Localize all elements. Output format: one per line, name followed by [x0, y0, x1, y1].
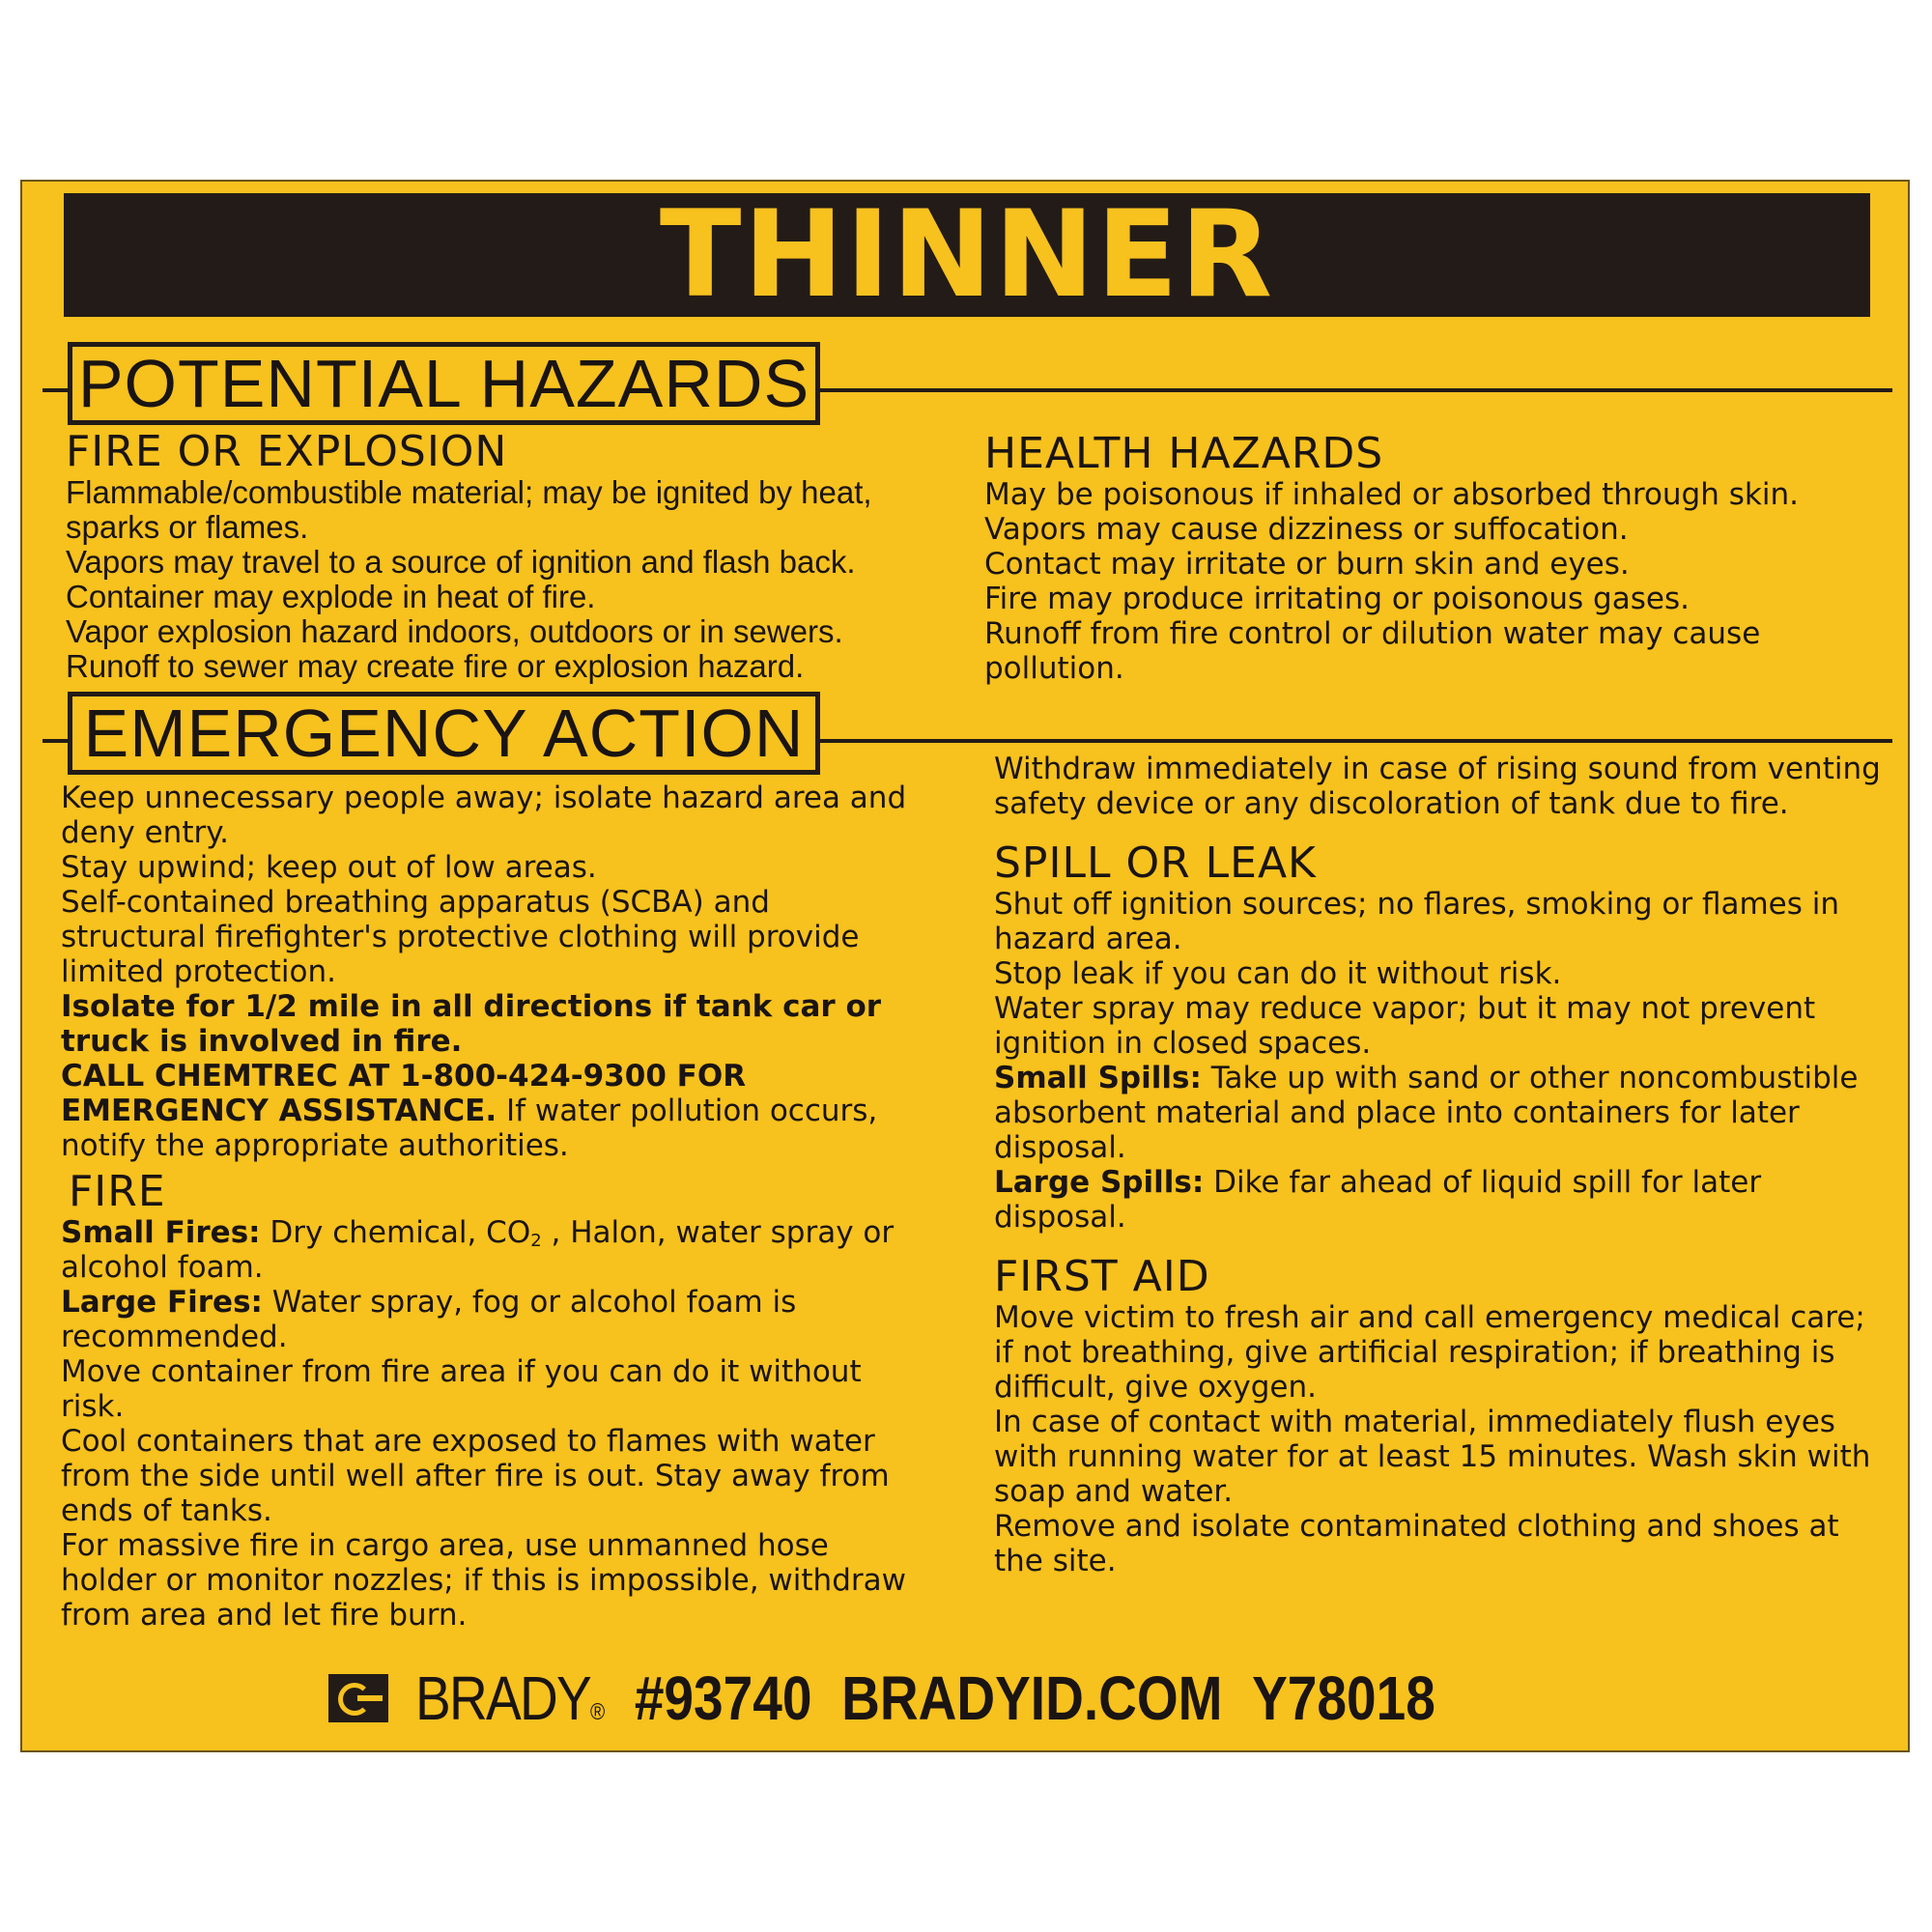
large-spills-text: Dike far ahead of liquid spill for later disposal. — [994, 1165, 1762, 1235]
first-aid-line: In case of contact with material, immediately flush eyes with running water for at least 15 minutes. Wash skin with soap and water. — [994, 1405, 1871, 1509]
emergency-action-heading — [68, 692, 820, 775]
fire-explosion-line: Runoff to sewer may create fire or explosion hazard. — [66, 648, 805, 684]
fire-explosion-line: Vapors may travel to a source of ignition and flash back. — [66, 544, 856, 580]
large-fires-line — [61, 1285, 921, 1354]
health-hazard-line: Fire may produce irritating or poisonous gases. — [984, 582, 1690, 616]
fire-explosion-line: Container may explode in heat of fire. — [66, 579, 596, 614]
label-title: THINNER — [659, 185, 1275, 325]
emergency-action-rule-left — [43, 739, 68, 743]
brand-name: BRADY — [415, 1663, 591, 1733]
first-aid-line: Remove and isolate contaminated clothing and shoes at the site. — [994, 1509, 1839, 1578]
fire-line: Cool containers that are exposed to flames with water from the side until well after fire is out. Stay away from ends of tanks. — [61, 1424, 890, 1528]
large-spills-label: Large Spills: — [994, 1165, 1205, 1200]
fire-explosion-block — [66, 427, 896, 684]
small-spills-label: Small Spills: — [994, 1061, 1202, 1095]
large-fires-label: Large Fires: — [61, 1285, 263, 1320]
potential-hazards-rule-left — [43, 388, 68, 392]
spill-line: Shut off ignition sources; no flares, smoking or flames in hazard area. — [994, 887, 1840, 956]
website: BRADYID.COM — [841, 1663, 1223, 1733]
first-aid-heading: FIRST AID — [994, 1252, 1210, 1301]
co2-subscript: 2 — [530, 1231, 542, 1251]
large-spills-line — [994, 1165, 1883, 1235]
emergency-line: Keep unnecessary people away; isolate hazard area and deny entry. — [61, 781, 907, 850]
fire-line: For massive fire in cargo area, use unmanned hose holder or monitor nozzles; if this is impossible, withdraw from area and let fire burn. — [61, 1528, 906, 1633]
potential-hazards-heading — [68, 342, 820, 425]
withdraw-line: Withdraw immediately in case of rising sound from venting safety device or any discoloration of tank due to fire. — [994, 752, 1881, 821]
spill-leak-heading: SPILL OR LEAK — [994, 838, 1317, 888]
health-hazards-heading: HEALTH HAZARDS — [984, 429, 1384, 478]
chemtrec-rest-text: If water pollution occurs, notify the appropriate authorities. — [61, 1094, 878, 1163]
small-fires-label: Small Fires: — [61, 1215, 261, 1250]
small-spills-text: Take up with sand or other noncombustible absorbent material and place into containers for later disposal. — [994, 1061, 1859, 1165]
spill-line: Water spray may reduce vapor; but it may not prevent ignition in closed spaces. — [994, 991, 1816, 1061]
small-spills-line — [994, 1061, 1883, 1165]
fire-explosion-line: Flammable/combustible material; may be ignited by heat, sparks or flames. — [66, 474, 872, 545]
health-hazard-line: Contact may irritate or burn skin and eyes. — [984, 547, 1630, 582]
emergency-line: Self-contained breathing apparatus (SCBA) and structural firefighter's protective clothing will provide limited protection. — [61, 885, 860, 989]
potential-hazards-rule-right — [820, 388, 1892, 392]
hazard-label — [20, 180, 1910, 1752]
label-footer — [22, 1660, 1908, 1737]
emergency-action-rule-right — [820, 739, 1892, 743]
title-bar — [64, 185, 1870, 325]
large-fires-text: Water spray, fog or alcohol foam is recommended. — [61, 1285, 797, 1354]
part-number: #93740 — [634, 1663, 812, 1733]
small-fires-line — [61, 1215, 921, 1285]
fire-line: Move container from fire area if you can do it without risk. — [61, 1354, 862, 1424]
brady-logo-icon — [328, 1674, 388, 1722]
small-fires-text-a: Dry chemical, CO — [270, 1215, 531, 1250]
emergency-line: Stay upwind; keep out of low areas. — [61, 850, 597, 885]
potential-hazards-heading-text: POTENTIAL HAZARDS — [77, 346, 810, 421]
footer-text — [415, 1663, 1435, 1733]
first-aid-line: Move victim to fresh air and call emergency medical care; if not breathing, give artificial respiration; if breathing is difficult, give oxygen. — [994, 1300, 1865, 1405]
isolate-warning-text: Isolate for 1/2 mile in all directions if tank car or truck is involved in fire. — [61, 989, 882, 1059]
chemtrec-notice — [61, 1059, 921, 1163]
spill-line: Stop leak if you can do it without risk. — [994, 956, 1562, 991]
emergency-action-heading-text: EMERGENCY ACTION — [83, 696, 805, 771]
fire-explosion-line: Vapor explosion hazard indoors, outdoors or in sewers. — [66, 613, 843, 649]
health-hazard-line: May be poisonous if inhaled or absorbed through skin. — [984, 477, 1799, 512]
chemtrec-call-text: CALL CHEMTREC AT 1-800-424-9300 FOR EMERGENCY ASSISTANCE. — [61, 1059, 747, 1128]
fire-explosion-heading: FIRE OR EXPLOSION — [66, 427, 508, 476]
emergency-action-left-block — [61, 781, 921, 1633]
health-hazard-line: Runoff from fire control or dilution water may cause pollution. — [984, 616, 1761, 686]
registered-mark: ® — [590, 1699, 606, 1725]
isolate-warning — [61, 989, 921, 1059]
health-hazard-line: Vapors may cause dizziness or suffocation. — [984, 512, 1629, 547]
health-hazards-block — [984, 429, 1883, 686]
small-fires-text-b: , Halon, water spray or alcohol foam. — [61, 1215, 895, 1285]
emergency-action-right-block — [994, 752, 1883, 1578]
product-code: Y78018 — [1252, 1663, 1435, 1733]
fire-heading: FIRE — [69, 1167, 166, 1216]
